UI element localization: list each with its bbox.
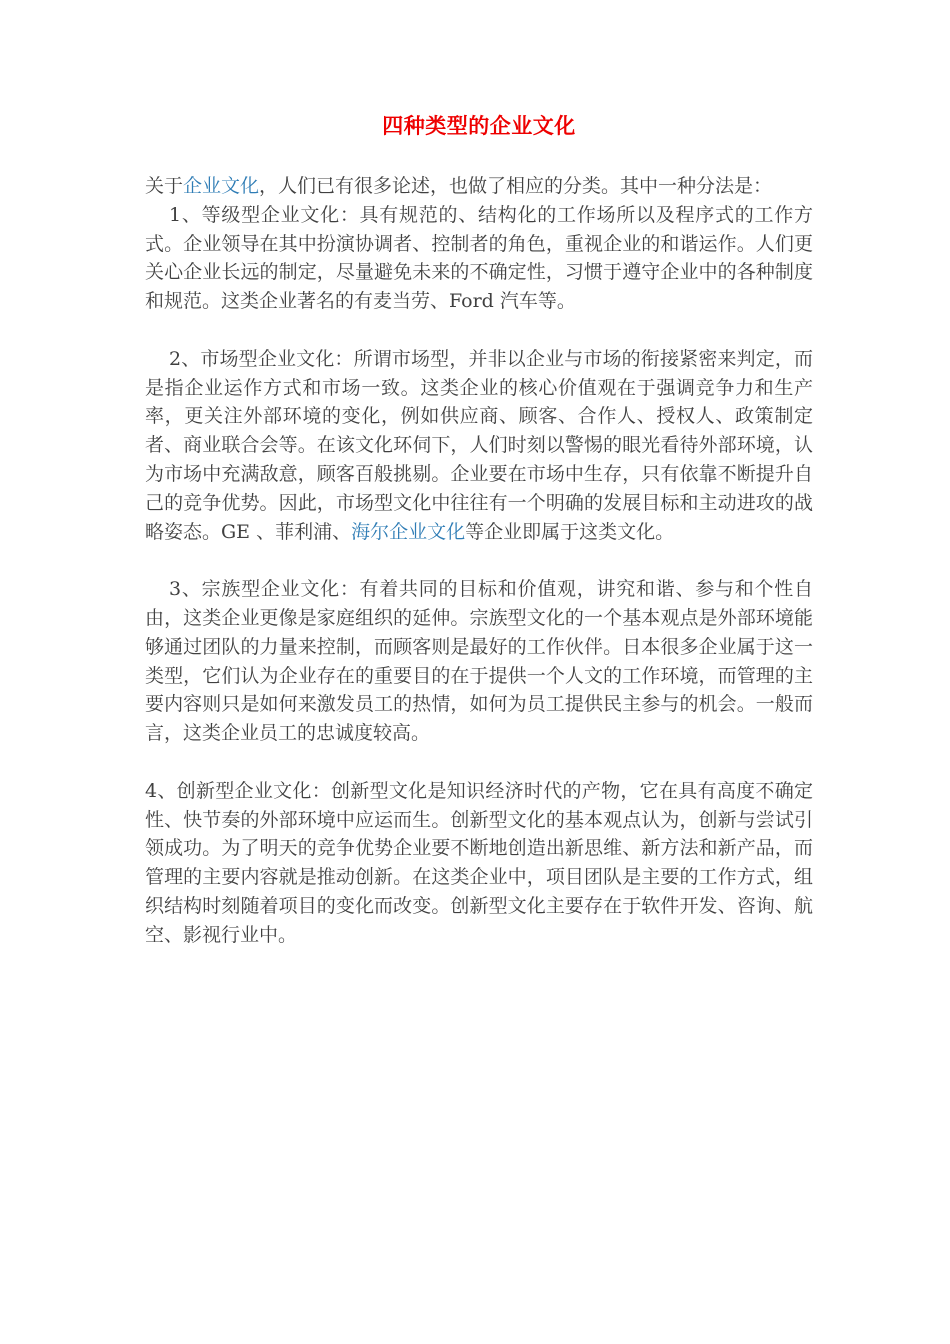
- intro-text-pre: 关于: [145, 175, 184, 197]
- document-title: 四种类型的企业文化: [382, 114, 576, 138]
- paragraph-clan-culture: [145, 575, 813, 748]
- intro-paragraph: [145, 172, 813, 201]
- paragraph-text: 3、宗族型企业文化：有着共同的目标和价值观，讲究和谐、参与和个性自由，这类企业更像是家庭组织的延伸。宗族型文化的一个基本观点是外部环境能够通过团队的力量来控制，而顾客则是最好的工作伙伴。日本很多企业属于这一类型，它们认为企业存在的重要目的在于提供一个人文的工作环境，而管理的主要内容则只是如何来激发员工的热情，如何为员工提供民主参与的机会。一般而言，这类企业员工的忠诚度较高。: [145, 578, 813, 745]
- paragraph-text: 4、创新型企业文化：创新型文化是知识经济时代的产物，它在具有高度不确定性、快节奏的外部环境中应运而生。创新型文化的基本观点认为，创新与尝试引领成功。为了明天的竞争优势企业要不断地创造出新思维、新方法和新产品，而管理的主要内容就是推动创新。在这类企业中，项目团队是主要的工作方式，组织结构时刻随着项目的变化而改变。创新型文化主要存在于软件开发、咨询、航空、影视行业中。: [145, 779, 813, 946]
- paragraph-text: 1、等级型企业文化：具有规范的、结构化的工作场所以及程序式的工作方式。企业领导在其中扮演协调者、控制者的角色，重视企业的和谐运作。人们更关心企业长远的制定，尽量避免未来的不确定性，习惯于遵守企业中的各种制度和规范。这类企业著名的有麦当劳、Ford 汽车等。: [145, 203, 813, 313]
- paragraph-market-culture: [145, 345, 813, 547]
- link-haier-qiye-wenhua[interactable]: 海尔企业文化: [351, 520, 466, 543]
- paragraph-innovation-culture: [145, 777, 813, 950]
- paragraph-text-post: 等企业即属于这类文化。: [465, 520, 675, 543]
- intro-text-post: ，人们已有很多论述，也做了相应的分类。其中一种分法是：: [259, 175, 773, 197]
- document-page: [145, 0, 813, 950]
- link-qiye-wenhua[interactable]: 企业文化: [183, 175, 260, 197]
- paragraph-text-pre: 2、市场型企业文化：所谓市场型，并非以企业与市场的衔接紧密来判定，而是指企业运作方式和市场一致。这类企业的核心价值观在于强调竞争力和生产率，更关注外部环境的变化，例如供应商、顾客、合作人、授权人、政策制定者、商业联合会等。在该文化环伺下，人们时刻以警惕的眼光看待外部环境，认为市场中充满敌意，顾客百般挑剔。企业要在市场中生存，只有依靠不断提升自己的竞争优势。因此，市场型文化中往往有一个明确的发展目标和主动进攻的战略姿态。GE 、菲利浦、: [145, 347, 813, 543]
- paragraph-hierarchy-culture: [145, 201, 813, 316]
